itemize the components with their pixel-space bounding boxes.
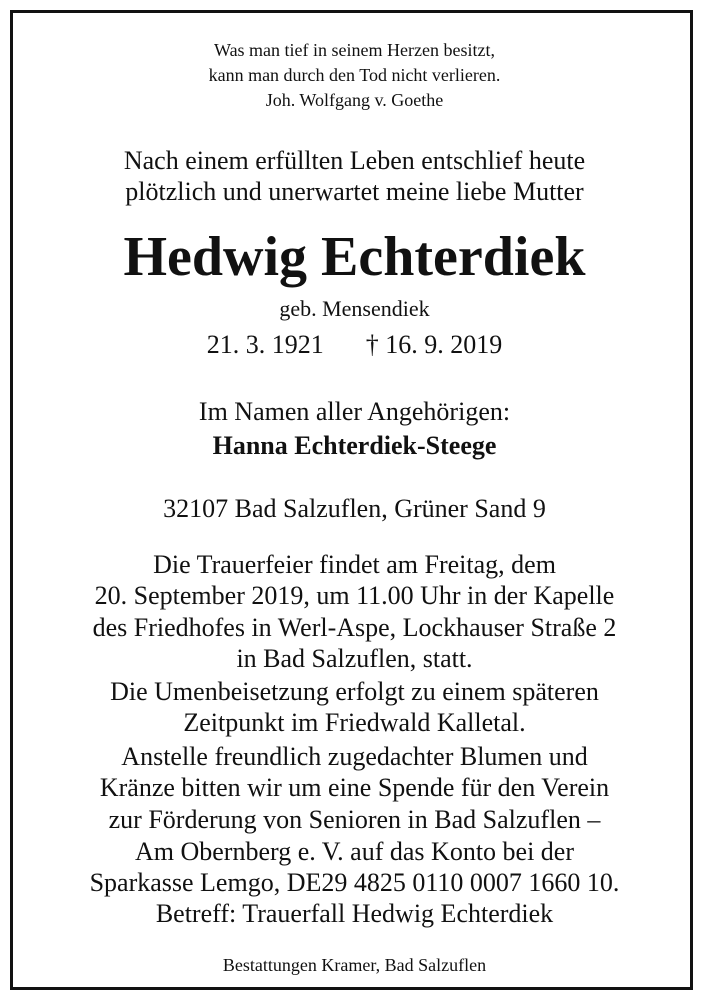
funeral-text-line: Kränze bitten wir um eine Spende für den Verein <box>99 773 610 802</box>
birth-name: geb. Mensendiek <box>279 296 430 321</box>
funeral-text-line: zur Förderung von Senioren in Bad Salzuflen – <box>108 805 601 834</box>
funeral-text-line: des Friedhofes in Werl-Aspe, Lockhauser Straße 2 <box>92 613 617 642</box>
quote-author: Joh. Wolfgang v. Goethe <box>265 90 444 110</box>
quote-line: kann man durch den Tod nicht verlieren. <box>208 65 501 85</box>
mourner-name: Hanna Echterdiek-Steege <box>212 431 497 460</box>
mourner-address: 32107 Bad Salzuflen, Grüner Sand 9 <box>163 494 546 523</box>
funeral-text-line: Betreff: Trauerfall Hedwig Echterdiek <box>155 899 554 928</box>
quote-line: Was man tief in seinem Herzen besitzt, <box>214 40 495 60</box>
funeral-text-line: Zeitpunkt im Friedwald Kalletal. <box>183 708 526 737</box>
intro-line: plötzlich und unerwartet meine liebe Mutter <box>125 177 584 206</box>
life-dates <box>13 330 696 360</box>
funeral-text-line: in Bad Salzuflen, statt. <box>236 644 473 673</box>
funeral-text-line: Am Obernberg e. V. auf das Konto bei der <box>134 837 575 866</box>
undertaker: Bestattungen Kramer, Bad Salzuflen <box>222 955 487 975</box>
obituary-notice <box>10 10 693 990</box>
deceased-name: Hedwig Echterdiek <box>123 226 586 288</box>
birth-date: 21. 3. 1921 <box>206 330 324 359</box>
funeral-text-line: Die Umenbeisetzung erfolgt zu einem späteren <box>110 677 599 706</box>
mourners-intro: Im Namen aller Angehörigen: <box>198 397 511 426</box>
funeral-text-line: Die Trauerfeier findet am Freitag, dem <box>153 550 556 579</box>
funeral-text-line: Sparkasse Lemgo, DE29 4825 0110 0007 1660 10. <box>89 868 620 897</box>
intro-line: Nach einem erfüllten Leben entschlief heute <box>123 146 586 175</box>
funeral-text-line: Anstelle freundlich zugedachter Blumen und <box>121 742 588 771</box>
death-date: † 16. 9. 2019 <box>365 330 503 359</box>
funeral-text-line: 20. September 2019, um 11.00 Uhr in der Kapelle <box>94 581 615 610</box>
